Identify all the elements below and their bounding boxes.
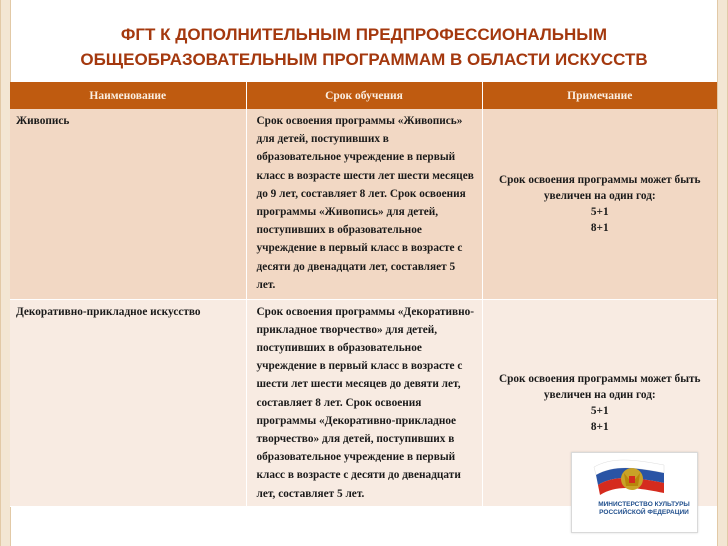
cell-program-name: Живопись — [10, 109, 246, 299]
cell-program-term: Срок освоения программы «Живопись» для детей, поступивших в образовательное учреждение в первый класс в возрасте шести лет шести месяцев до 9 лет, составляет 8 лет. Срок освоения программы «Живопись» для детей, поступивших в образовательное учреждение в первый класс в возрасте с десяти до двенадцати лет, составляет 5 лет. — [246, 109, 482, 299]
ministry-logo — [571, 452, 698, 533]
cell-program-term: Срок освоения программы «Декоративно-прикладное творчество» для детей, поступивших в образовательное учреждение в первый класс в возрасте с шести лет шести месяцев до девяти лет, составляет 8 лет. Срок освоения программы «Декоративно-прикладное творчество» для детей, поступивших в образовательное учреждение в первый класс в возрасте с десяти до двенадцати лет, составляет 5 лет. — [246, 299, 482, 506]
table-header-row — [10, 82, 717, 109]
cell-program-note — [482, 109, 717, 299]
logo-line-1: МИНИСТЕРСТВО КУЛЬТУРЫ — [598, 501, 690, 508]
note-option-8: 8+1 — [590, 420, 609, 433]
cell-program-name: Декоративно-прикладное искусство — [10, 299, 246, 506]
note-text: Срок освоения программы может быть увеличен на один год: — [498, 372, 701, 401]
header-term: Срок обучения — [246, 82, 482, 109]
header-name: Наименование — [10, 82, 246, 109]
programs-table — [10, 82, 717, 507]
note-text: Срок освоения программы может быть увеличен на один год: — [498, 173, 701, 202]
note-option-5: 5+1 — [590, 404, 609, 417]
note-option-8: 8+1 — [590, 221, 609, 234]
table-row — [10, 109, 717, 299]
slide-title-line-1: ФГТ К ДОПОЛНИТЕЛЬНЫМ ПРЕДПРОФЕССИОНАЛЬНЫМ — [120, 25, 608, 44]
ministry-logo-text — [598, 501, 690, 517]
header-note: Примечание — [482, 82, 717, 109]
slide-title-line-2: ОБЩЕОБРАЗОВАТЕЛЬНЫМ ПРОГРАММАМ В ОБЛАСТИ ИСКУССТВ — [80, 50, 648, 69]
right-border-rail — [717, 0, 728, 546]
slide-title — [20, 22, 708, 72]
note-option-5: 5+1 — [590, 205, 609, 218]
logo-line-2: РОССИЙСКОЙ ФЕДЕРАЦИИ — [599, 509, 689, 516]
ministry-emblem-icon — [572, 453, 697, 532]
